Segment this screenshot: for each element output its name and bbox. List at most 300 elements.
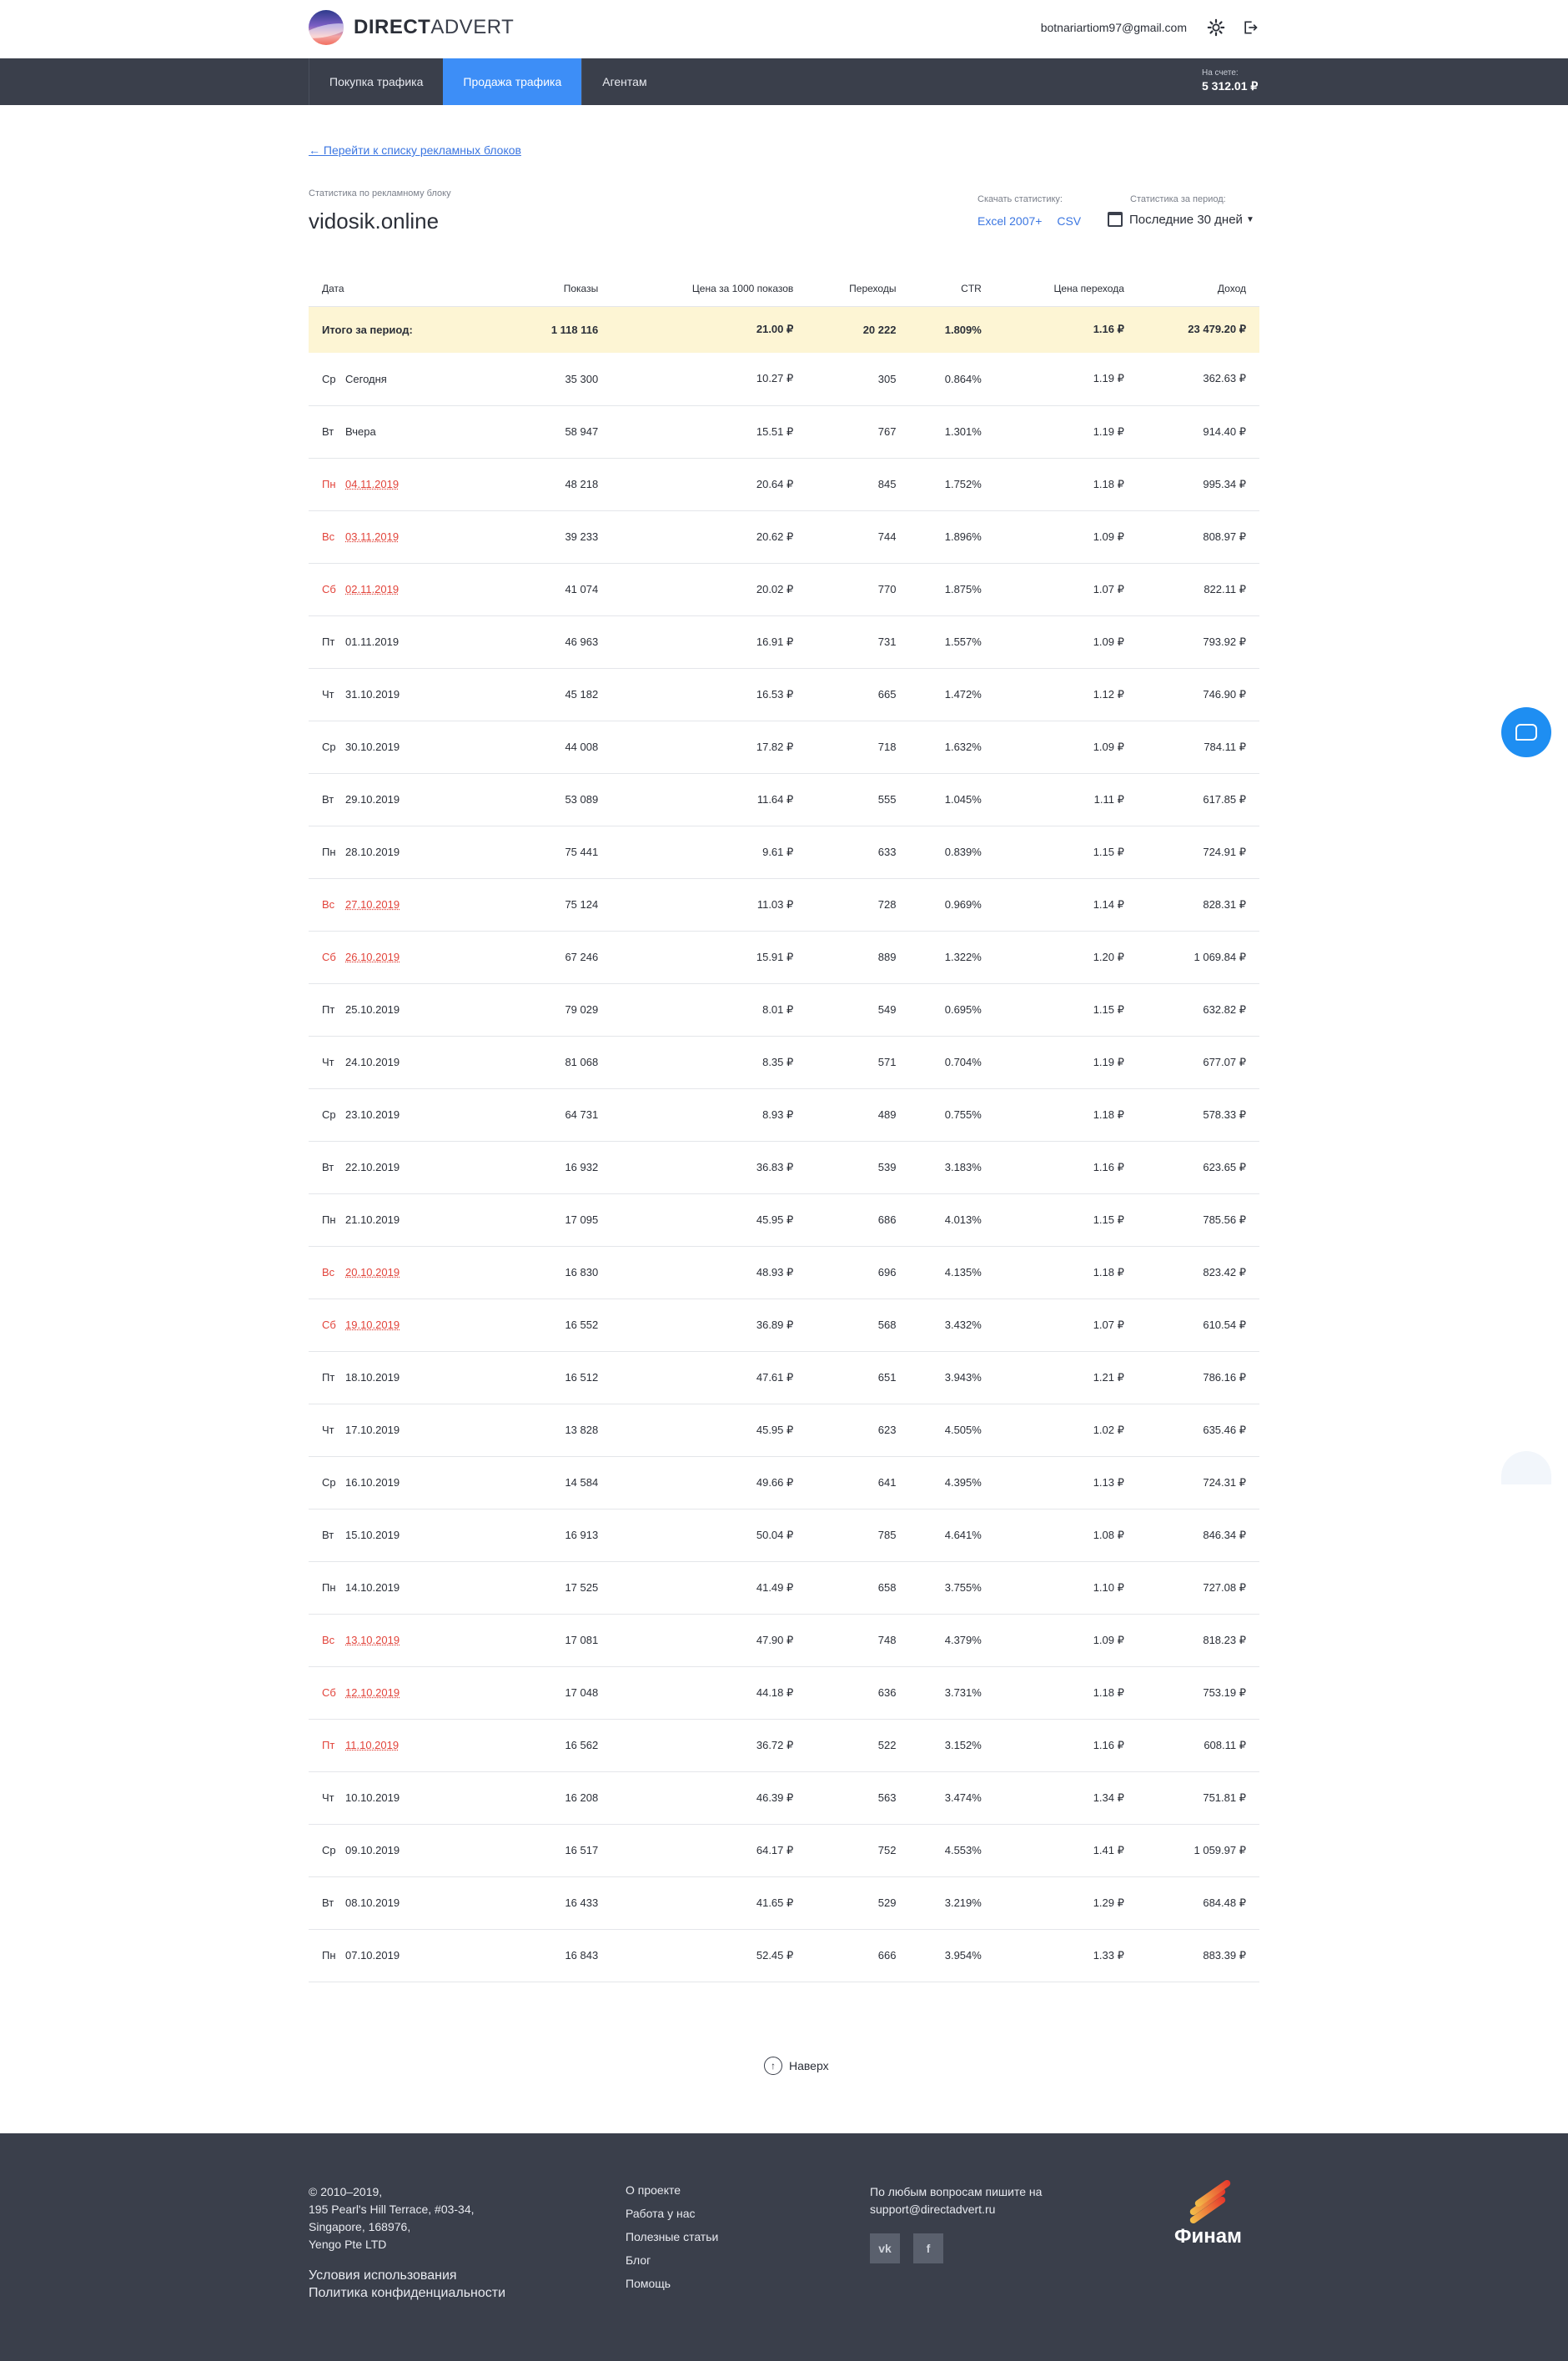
date-label: 26.10.2019 [345,951,400,963]
impressions-cell: 17 048 [509,1666,611,1719]
cpc-cell: 1.12 ₽ [995,668,1138,721]
weekday-label: Сб [322,583,336,595]
ctr-cell: 0.755% [909,1088,994,1141]
footer-link-about[interactable]: О проекте [626,2183,681,2197]
date-cell [309,353,509,405]
table-row [309,1036,1259,1088]
date-cell [309,1719,509,1771]
income-cell: 822.11 ₽ [1138,563,1259,615]
cpc-cell: 1.18 ₽ [995,1088,1138,1141]
ctr-cell: 0.695% [909,983,994,1036]
date-cell [309,1351,509,1404]
cpc-cell: 1.41 ₽ [995,1824,1138,1876]
income-cell: 635.46 ₽ [1138,1404,1259,1456]
footer-link-articles[interactable]: Полезные статьи [626,2230,719,2243]
impressions-cell: 46 963 [509,615,611,668]
weekday-label: Пт [322,1739,335,1751]
ctr-cell: 1.472% [909,668,994,721]
date-label: 10.10.2019 [345,1791,400,1804]
ctr-cell: 1.875% [909,563,994,615]
income-cell: 753.19 ₽ [1138,1666,1259,1719]
clicks-cell: 489 [807,1088,909,1141]
date-cell [309,983,509,1036]
weekday-label: Пн [322,1949,336,1962]
partner-logo[interactable] [1174,2183,1242,2248]
date-cell [309,1509,509,1561]
table-row [309,1246,1259,1299]
impressions-cell: 16 517 [509,1824,611,1876]
cpm-cell: 16.53 ₽ [611,668,807,721]
ctr-cell: 3.219% [909,1876,994,1929]
weekday-label: Пн [322,1213,336,1226]
weekday-label: Ср [322,372,336,385]
contact-text: По любым вопросам пишите на [870,2185,1043,2198]
balance-label: На счете: [1202,68,1239,78]
date-cell [309,773,509,826]
cpm-cell: 11.64 ₽ [611,773,807,826]
clicks-cell: 666 [807,1929,909,1982]
income-cell: 785.56 ₽ [1138,1193,1259,1246]
stat-caption: Статистика по рекламному блоку [309,188,451,198]
table-row [309,458,1259,510]
period-select[interactable] [1108,212,1254,227]
weekday-label: Сб [322,951,336,963]
table-row [309,615,1259,668]
cpc-cell: 1.07 ₽ [995,1299,1138,1351]
table-row [309,983,1259,1036]
cpc-cell: 1.15 ₽ [995,1193,1138,1246]
clicks-cell: 744 [807,510,909,563]
date-cell [309,510,509,563]
impressions-cell: 14 584 [509,1456,611,1509]
income-cell: 784.11 ₽ [1138,721,1259,773]
date-cell [309,1561,509,1614]
cpm-cell: 15.91 ₽ [611,931,807,983]
calendar-icon [1108,212,1123,227]
date-label: 21.10.2019 [345,1213,400,1226]
date-label: 22.10.2019 [345,1161,400,1173]
clicks-cell: 633 [807,826,909,878]
impressions-cell: 53 089 [509,773,611,826]
table-row [309,1456,1259,1509]
terms-link[interactable]: Условия использования [309,2268,457,2283]
ctr-cell: 4.379% [909,1614,994,1666]
impressions-cell: 16 433 [509,1876,611,1929]
income-cell: 362.63 ₽ [1138,353,1259,405]
income-cell: 724.31 ₽ [1138,1456,1259,1509]
weekday-label: Вт [322,425,334,438]
copyright-line: Singapore, 168976, [309,2220,411,2233]
date-label: 12.10.2019 [345,1686,400,1699]
date-label: 11.10.2019 [345,1739,400,1751]
impressions-cell: 75 441 [509,826,611,878]
table-row [309,405,1259,458]
clicks-cell: 651 [807,1351,909,1404]
ctr-cell: 1.301% [909,405,994,458]
ctr-cell: 3.432% [909,1299,994,1351]
date-cell [309,615,509,668]
table-row [309,1929,1259,1982]
weekday-label: Вс [322,530,335,543]
cpc-cell: 1.16 ₽ [995,1141,1138,1193]
date-cell [309,668,509,721]
nav-tab[interactable]: Агентам [581,58,666,105]
clicks-cell: 752 [807,1824,909,1876]
date-cell [309,1876,509,1929]
back-to-blocks-link[interactable]: ← Перейти к списку рекламных блоков [309,143,521,157]
weekday-label: Чт [322,1791,334,1804]
ctr-cell: 1.752% [909,458,994,510]
impressions-cell: 16 562 [509,1719,611,1771]
weekday-label: Чт [322,1424,334,1436]
cpm-cell: 45.95 ₽ [611,1193,807,1246]
date-label: 25.10.2019 [345,1003,400,1016]
weekday-label: Вс [322,1634,335,1646]
cpm-cell: 17.82 ₽ [611,721,807,773]
ctr-cell: 0.864% [909,353,994,405]
clicks-cell: 658 [807,1561,909,1614]
table-row [309,510,1259,563]
clicks-cell: 718 [807,721,909,773]
impressions-cell: 17 095 [509,1193,611,1246]
date-label: 09.10.2019 [345,1844,400,1856]
date-cell [309,931,509,983]
cpm-cell: 9.61 ₽ [611,826,807,878]
income-cell: 608.11 ₽ [1138,1719,1259,1771]
date-label: 31.10.2019 [345,688,400,701]
cpm-cell: 41.49 ₽ [611,1561,807,1614]
clicks-cell: 568 [807,1299,909,1351]
weekday-label: Пн [322,478,336,490]
cpm-cell: 10.27 ₽ [611,353,807,405]
cpc-cell: 1.10 ₽ [995,1561,1138,1614]
ctr-cell: 3.954% [909,1929,994,1982]
cpc-cell: 1.18 ₽ [995,458,1138,510]
clicks-cell: 529 [807,1876,909,1929]
cpc-cell: 1.07 ₽ [995,563,1138,615]
weekday-label: Ср [322,1844,336,1856]
clicks-cell: 770 [807,563,909,615]
impressions-cell: 13 828 [509,1404,611,1456]
cpc-cell: 1.18 ₽ [995,1666,1138,1719]
date-cell [309,1666,509,1719]
ctr-cell: 3.152% [909,1719,994,1771]
copyright-line: © 2010–2019, [309,2185,383,2198]
date-label: 02.11.2019 [345,583,400,595]
finam-logo-icon [1185,2183,1230,2220]
date-label: 01.11.2019 [345,635,400,648]
cpm-cell: 20.62 ₽ [611,510,807,563]
col-ctr: CTR [909,271,994,306]
ctr-cell: 4.395% [909,1456,994,1509]
date-label: Вчера [345,425,376,438]
total-value: 1 118 116 [509,306,611,353]
date-label: 04.11.2019 [345,478,400,490]
weekday-label: Сб [322,1319,336,1331]
cpm-cell: 50.04 ₽ [611,1509,807,1561]
date-cell [309,1299,509,1351]
date-label: Сегодня [345,372,387,385]
social-links [870,2233,1042,2263]
ctr-cell: 0.969% [909,878,994,931]
col-clicks: Переходы [807,271,909,306]
download-caption: Скачать статистику: [977,194,1063,204]
cpm-cell: 8.35 ₽ [611,1036,807,1088]
col-date: Дата [309,271,509,306]
clicks-cell: 522 [807,1719,909,1771]
ctr-cell: 3.474% [909,1771,994,1824]
cpc-cell: 1.08 ₽ [995,1509,1138,1561]
footer-link-jobs[interactable]: Работа у нас [626,2207,696,2220]
user-email[interactable]: botnariartiom97@gmail.com [1040,21,1187,34]
cpc-cell: 1.15 ₽ [995,826,1138,878]
cpc-cell: 1.21 ₽ [995,1351,1138,1404]
cpm-cell: 48.93 ₽ [611,1246,807,1299]
cpc-cell: 1.13 ₽ [995,1456,1138,1509]
table-row [309,878,1259,931]
income-cell: 1 059.97 ₽ [1138,1824,1259,1876]
date-label: 24.10.2019 [345,1056,400,1068]
weekday-label: Пт [322,1003,335,1016]
date-label: 08.10.2019 [345,1896,400,1909]
ctr-cell: 3.755% [909,1561,994,1614]
cpm-cell: 36.89 ₽ [611,1299,807,1351]
impressions-cell: 75 124 [509,878,611,931]
impressions-cell: 44 008 [509,721,611,773]
impressions-cell: 16 843 [509,1929,611,1982]
weekday-label: Вс [322,898,335,911]
date-label: 27.10.2019 [345,898,400,911]
cpm-cell: 20.64 ₽ [611,458,807,510]
cpc-cell: 1.16 ₽ [995,1719,1138,1771]
ctr-cell: 3.183% [909,1141,994,1193]
clicks-cell: 305 [807,353,909,405]
col-cpc: Цена перехода [995,271,1138,306]
chat-icon [1515,724,1537,741]
footer-link-blog[interactable]: Блог [626,2253,651,2267]
income-cell: 786.16 ₽ [1138,1351,1259,1404]
ctr-cell: 1.557% [909,615,994,668]
ctr-cell: 4.641% [909,1509,994,1561]
impressions-cell: 45 182 [509,668,611,721]
cpm-cell: 36.72 ₽ [611,1719,807,1771]
date-cell [309,1036,509,1088]
date-label: 29.10.2019 [345,793,400,806]
col-cpm: Цена за 1000 показов [611,271,807,306]
weekday-label: Чт [322,688,334,701]
date-label: 23.10.2019 [345,1108,400,1121]
nav-tabs [309,58,667,105]
download-excel-link[interactable]: Excel 2007+ [977,214,1043,228]
income-cell: 823.42 ₽ [1138,1246,1259,1299]
chat-widget-shadow [1501,1451,1551,1484]
total-value: 20 222 [807,306,909,353]
clicks-cell: 785 [807,1509,909,1561]
clicks-cell: 549 [807,983,909,1036]
vk-icon[interactable]: vk [870,2233,900,2263]
date-cell [309,1824,509,1876]
impressions-cell: 17 525 [509,1561,611,1614]
total-value: 23 479.20 ₽ [1138,306,1259,353]
privacy-link[interactable]: Политика конфиденциальности [309,2286,506,2300]
income-cell: 828.31 ₽ [1138,878,1259,931]
nav-tab[interactable]: Покупка трафика [309,58,443,105]
income-cell: 727.08 ₽ [1138,1561,1259,1614]
cpm-cell: 46.39 ₽ [611,1771,807,1824]
col-impressions: Показы [509,271,611,306]
table-row [309,1771,1259,1824]
income-cell: 1 069.84 ₽ [1138,931,1259,983]
date-cell [309,1193,509,1246]
support-email-link[interactable]: support@directadvert.ru [870,2203,996,2216]
date-cell [309,1088,509,1141]
cpm-cell: 64.17 ₽ [611,1824,807,1876]
clicks-cell: 696 [807,1246,909,1299]
table-row [309,1824,1259,1876]
cpc-cell: 1.29 ₽ [995,1876,1138,1929]
cpm-cell: 45.95 ₽ [611,1404,807,1456]
table-row [309,1614,1259,1666]
legal-links [309,2267,505,2302]
table-row [309,1088,1259,1141]
clicks-cell: 767 [807,405,909,458]
table-row [309,826,1259,878]
cpm-cell: 8.93 ₽ [611,1088,807,1141]
ctr-cell: 1.045% [909,773,994,826]
arrow-up-icon: ↑ [764,2057,782,2075]
table-row [309,1561,1259,1614]
income-cell: 632.82 ₽ [1138,983,1259,1036]
ctr-cell: 4.135% [909,1246,994,1299]
date-label: 03.11.2019 [345,530,400,543]
cpc-cell: 1.14 ₽ [995,878,1138,931]
balance-value: 5 312.01 ₽ [1202,79,1259,93]
cpm-cell: 47.90 ₽ [611,1614,807,1666]
table-row [309,1876,1259,1929]
chat-widget-button[interactable] [1501,707,1551,757]
date-label: 20.10.2019 [345,1266,400,1278]
logout-icon[interactable] [1241,18,1259,37]
ctr-cell: 1.632% [909,721,994,773]
period-caption: Статистика за период: [1130,194,1226,204]
clicks-cell: 641 [807,1456,909,1509]
footer [0,2133,1568,2361]
date-cell [309,1456,509,1509]
cpc-cell: 1.33 ₽ [995,1929,1138,1982]
date-label: 07.10.2019 [345,1949,400,1962]
back-to-top-button[interactable] [764,2057,829,2075]
weekday-label: Вс [322,1266,335,1278]
income-cell: 724.91 ₽ [1138,826,1259,878]
date-cell [309,563,509,615]
clicks-cell: 748 [807,1614,909,1666]
impressions-cell: 16 512 [509,1351,611,1404]
date-cell [309,826,509,878]
date-cell [309,1141,509,1193]
table-row [309,1141,1259,1193]
income-cell: 883.39 ₽ [1138,1929,1259,1982]
download-csv-link[interactable]: CSV [1057,214,1082,228]
date-cell [309,878,509,931]
weekday-label: Пт [322,1371,335,1384]
date-label: 18.10.2019 [345,1371,400,1384]
clicks-cell: 636 [807,1666,909,1719]
date-label: 14.10.2019 [345,1581,400,1594]
clicks-cell: 845 [807,458,909,510]
ctr-cell: 4.013% [909,1193,994,1246]
chevron-down-icon: ▼ [1245,214,1254,224]
total-value: 21.00 ₽ [611,306,807,353]
date-label: 28.10.2019 [345,846,400,858]
back-to-top-label: Наверх [789,2059,829,2072]
income-cell: 623.65 ₽ [1138,1141,1259,1193]
cpm-cell: 8.01 ₽ [611,983,807,1036]
total-label: Итого за период: [309,306,509,353]
cpm-cell: 47.61 ₽ [611,1351,807,1404]
impressions-cell: 16 552 [509,1299,611,1351]
table-row [309,1666,1259,1719]
cpm-cell: 15.51 ₽ [611,405,807,458]
stats-table [309,271,1259,1982]
nav-tab[interactable]: Продажа трафика [443,58,581,105]
cpm-cell: 16.91 ₽ [611,615,807,668]
account-balance [1202,68,1258,93]
cpc-cell: 1.18 ₽ [995,1246,1138,1299]
top-header [0,0,1568,58]
table-row [309,773,1259,826]
impressions-cell: 39 233 [509,510,611,563]
cpc-cell: 1.20 ₽ [995,931,1138,983]
cpm-cell: 52.45 ₽ [611,1929,807,1982]
table-row [309,1719,1259,1771]
cpc-cell: 1.09 ₽ [995,615,1138,668]
clicks-cell: 728 [807,878,909,931]
impressions-cell: 48 218 [509,458,611,510]
footer-links [626,2183,718,2300]
date-cell [309,1404,509,1456]
date-label: 15.10.2019 [345,1529,400,1541]
table-row [309,1299,1259,1351]
cpm-cell: 20.02 ₽ [611,563,807,615]
impressions-cell: 79 029 [509,983,611,1036]
cpc-cell: 1.09 ₽ [995,721,1138,773]
impressions-cell: 41 074 [509,563,611,615]
ctr-cell: 0.704% [909,1036,994,1088]
cpc-cell: 1.15 ₽ [995,983,1138,1036]
brand-name: DIRECTADVERT [354,16,515,38]
cpm-cell: 41.65 ₽ [611,1876,807,1929]
income-cell: 793.92 ₽ [1138,615,1259,668]
impressions-cell: 58 947 [509,405,611,458]
cpc-cell: 1.09 ₽ [995,510,1138,563]
facebook-icon[interactable]: f [913,2233,943,2263]
gear-icon[interactable] [1207,18,1225,37]
footer-link-help[interactable]: Помощь [626,2277,671,2290]
income-cell: 677.07 ₽ [1138,1036,1259,1088]
clicks-cell: 555 [807,773,909,826]
date-cell [309,1614,509,1666]
cpm-cell: 49.66 ₽ [611,1456,807,1509]
brand-logo[interactable] [309,10,514,45]
copyright-line: Yengo Pte LTD [309,2238,387,2251]
cpc-cell: 1.19 ₽ [995,405,1138,458]
table-header-row [309,271,1259,306]
date-label: 13.10.2019 [345,1634,400,1646]
weekday-label: Сб [322,1686,336,1699]
income-cell: 914.40 ₽ [1138,405,1259,458]
income-cell: 846.34 ₽ [1138,1509,1259,1561]
cpc-cell: 1.19 ₽ [995,353,1138,405]
